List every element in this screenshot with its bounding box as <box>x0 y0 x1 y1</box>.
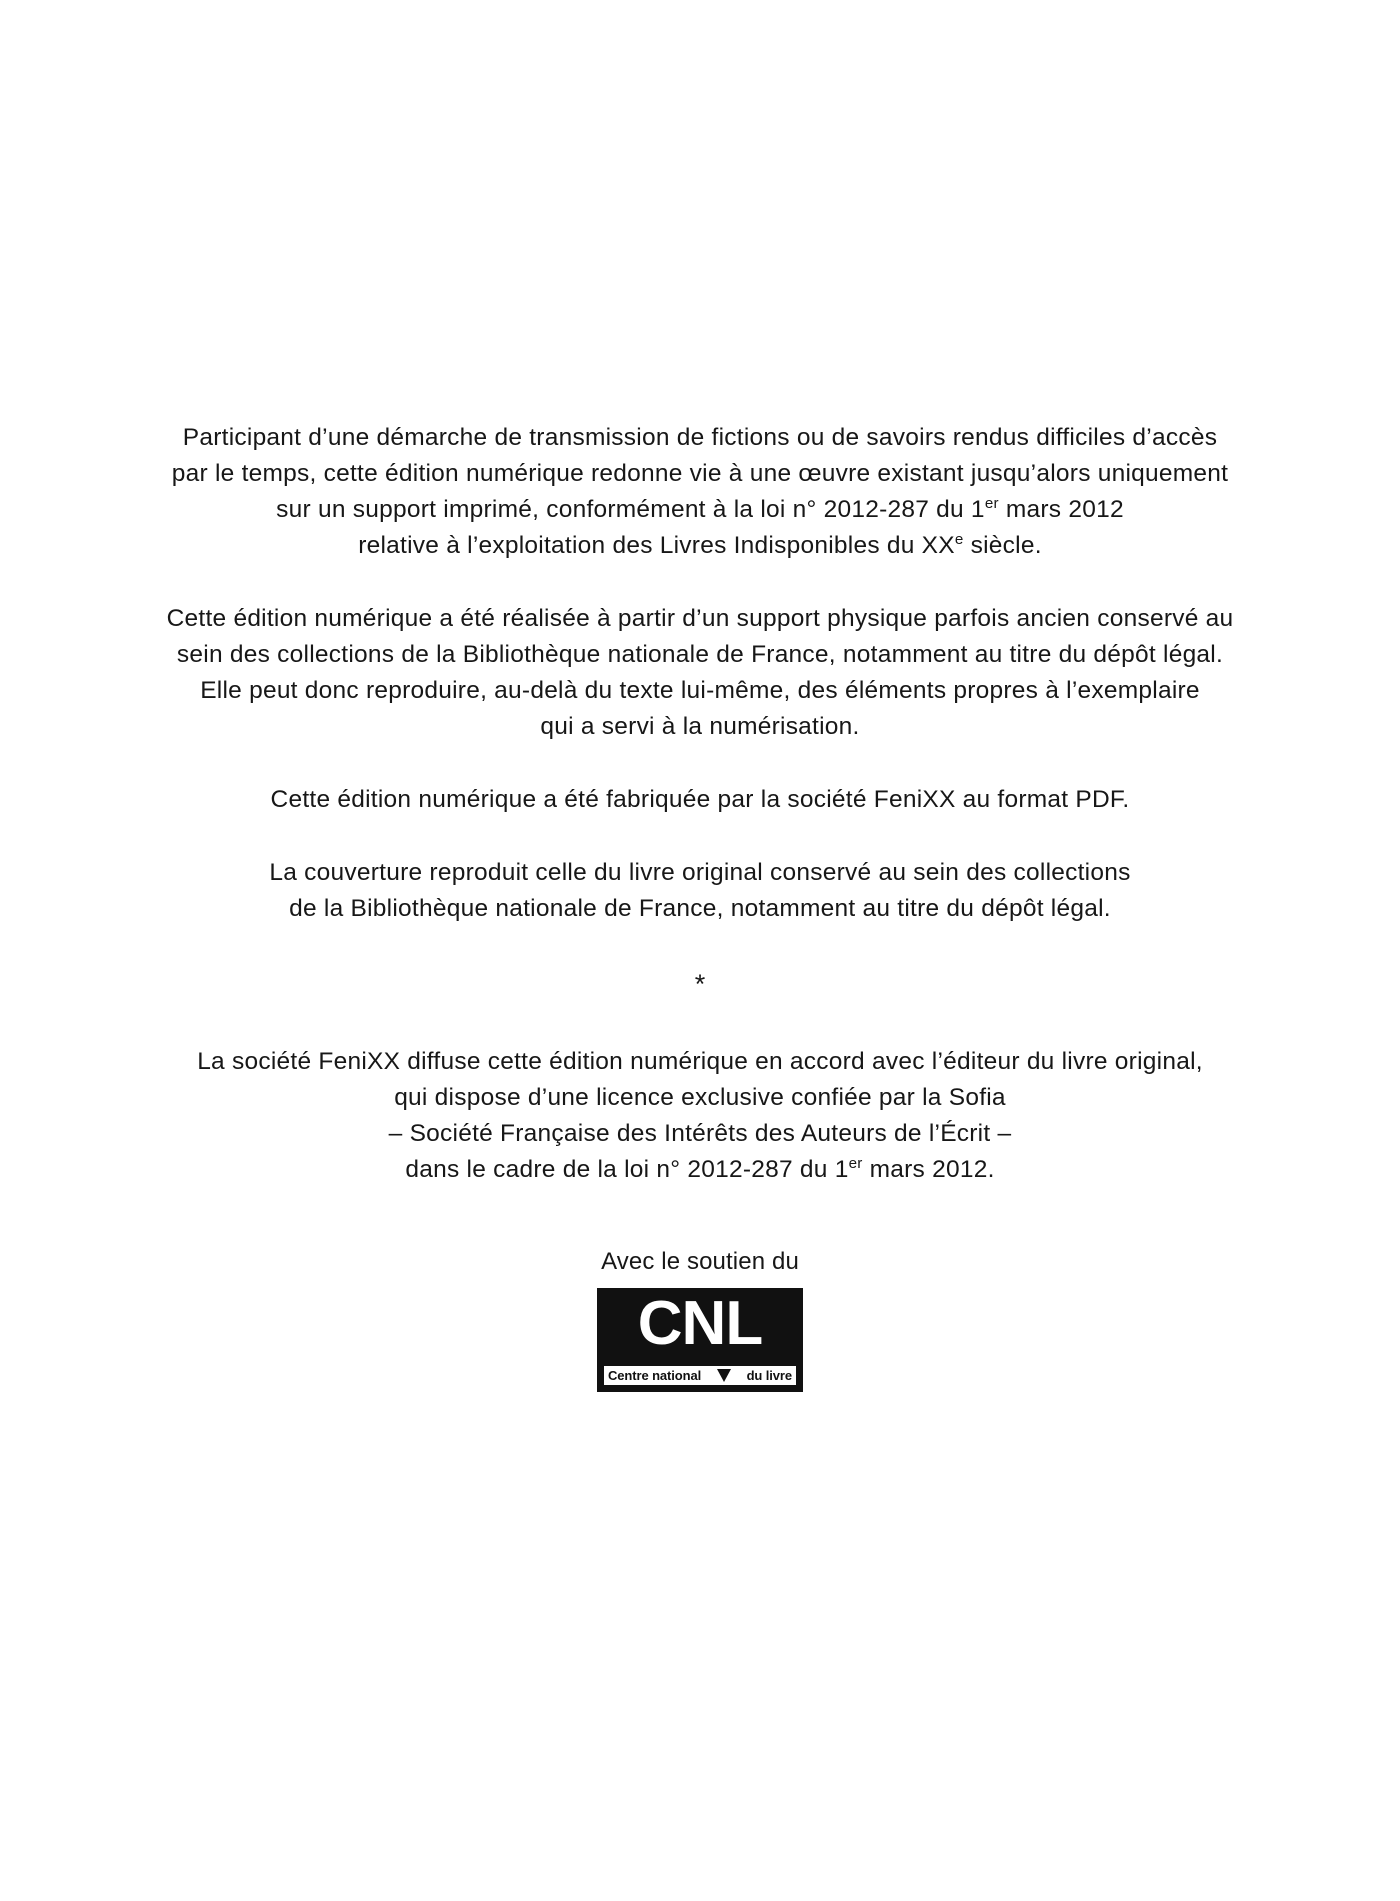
text-line: mars 2012. <box>862 1156 995 1183</box>
text-line: qui dispose d’une licence exclusive confiée par la Sofia <box>394 1084 1006 1111</box>
paragraph-distribution-rights <box>135 1044 1265 1188</box>
sponsor-logo-block <box>597 1248 803 1392</box>
text-line: sur un support imprimé, conformément à la loi n° 2012-287 du 1 <box>276 496 985 523</box>
ordinal-suffix: e <box>954 530 964 548</box>
ordinal-suffix: er <box>984 494 999 512</box>
cnl-subtitle-right: du livre <box>746 1368 792 1383</box>
paragraph-cover-origin <box>135 855 1265 927</box>
text-line: La couverture reproduit celle du livre original conservé au sein des collections <box>269 859 1131 886</box>
logo-caption: Avec le soutien du <box>601 1248 799 1275</box>
paragraph-source-support <box>135 601 1265 745</box>
paragraph-digital-edition-purpose <box>135 420 1265 564</box>
text-line: dans le cadre de la loi n° 2012-287 du 1 <box>405 1156 849 1183</box>
text-line: mars 2012 <box>998 496 1124 523</box>
text-line: sein des collections de la Bibliothèque nationale de France, notamment au titre du dépôt légal. <box>176 641 1224 668</box>
ordinal-suffix: er <box>848 1154 863 1172</box>
cnl-letters: CNL <box>637 1289 763 1358</box>
text-line: par le temps, cette édition numérique redonne vie à une œuvre existant jusqu’alors uniquement <box>171 460 1229 487</box>
text-line: La société FeniXX diffuse cette édition numérique en accord avec l’éditeur du livre original, <box>197 1048 1203 1075</box>
cnl-subtitle <box>604 1366 796 1385</box>
legal-notice-block <box>0 420 1400 1392</box>
text-line: – Société Française des Intérêts des Auteurs de l’Écrit – <box>388 1120 1012 1147</box>
text-line: Participant d’une démarche de transmission de fictions ou de savoirs rendus difficiles d’accès <box>182 424 1218 451</box>
section-separator-asterisk: * <box>694 969 706 999</box>
text-line: Cette édition numérique a été réalisée à partir d’un support physique parfois ancien conservé au <box>166 605 1234 632</box>
cnl-subtitle-left: Centre national <box>608 1368 702 1383</box>
text-line: siècle. <box>963 532 1042 559</box>
text-line: de la Bibliothèque nationale de France, notamment au titre du dépôt légal. <box>289 895 1111 922</box>
cnl-logo-icon <box>597 1288 803 1392</box>
triangle-icon <box>717 1369 731 1382</box>
text-line: Elle peut donc reproduire, au-delà du texte lui-même, des éléments propres à l’exemplaire <box>200 677 1200 704</box>
text-line: relative à l’exploitation des Livres Indisponibles du XX <box>358 532 955 559</box>
paragraph-pdf-format <box>135 782 1265 818</box>
text-line: Cette édition numérique a été fabriquée par la société FeniXX au format PDF. <box>270 786 1130 813</box>
text-line: qui a servi à la numérisation. <box>540 713 860 740</box>
